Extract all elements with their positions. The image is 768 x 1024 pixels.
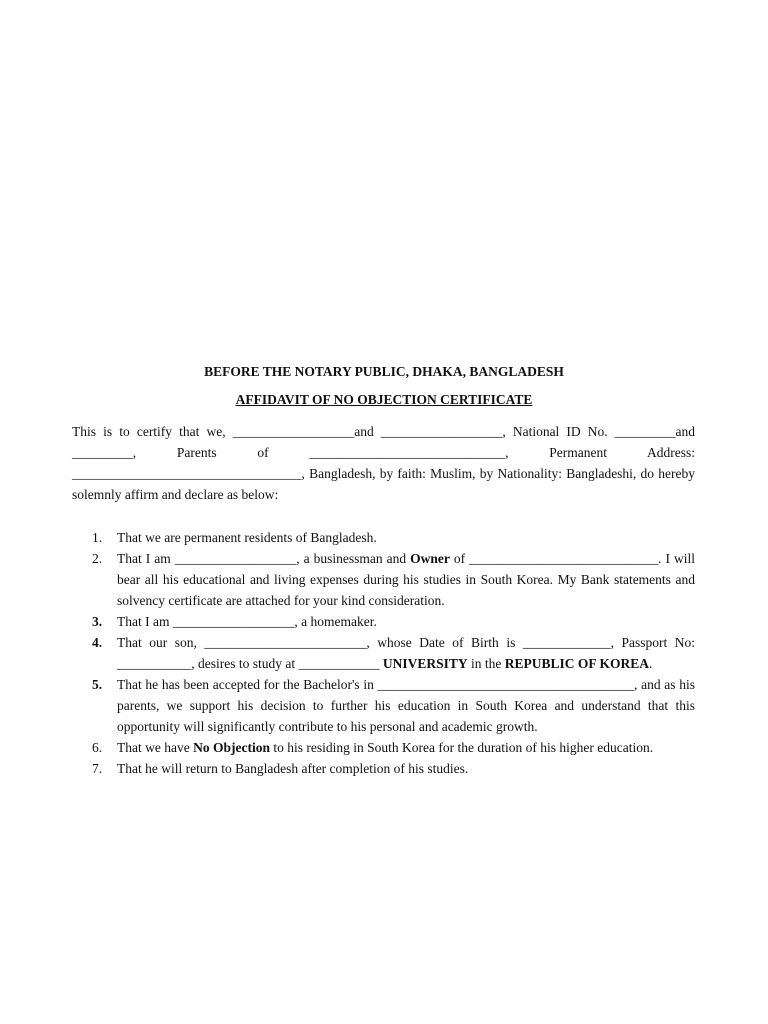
declaration-list [72, 527, 695, 779]
list-item [72, 758, 695, 779]
item-emphasis: REPUBLIC OF KOREA [504, 656, 650, 671]
item-number: 2. [92, 551, 103, 566]
item-text: in the [467, 656, 505, 671]
list-item [72, 611, 695, 632]
list-item [72, 737, 695, 758]
item-text: . [649, 656, 653, 671]
item-text: That he will return to Bangladesh after completion of his studies. [117, 761, 469, 776]
item-emphasis: UNIVERSITY [382, 656, 468, 671]
list-item [72, 548, 695, 611]
item-text: That I am __________________, a businessman and [117, 551, 411, 566]
item-text: That we are permanent residents of Bangladesh. [117, 530, 377, 545]
item-text: That our son, ________________________, whose Date of Birth is _____________, Passport No: ___________, desires to study at ____________ [117, 635, 695, 671]
notary-heading: BEFORE THE NOTARY PUBLIC, DHAKA, BANGLADESH [204, 364, 564, 379]
item-number: 6. [92, 740, 103, 755]
item-number: 1. [92, 530, 103, 545]
item-text: That we have [117, 740, 194, 755]
list-item [72, 527, 695, 548]
item-number: 5. [92, 677, 103, 692]
item-text: of ____________________________. I will bear all his educational and living expenses during his studies in South Korea. My Bank statements and solvency certificate are attached for your kind consideration. [117, 551, 695, 608]
list-item [72, 674, 695, 737]
list-item [72, 632, 695, 674]
item-emphasis: No Objection [193, 740, 270, 755]
item-text: That I am __________________, a homemaker. [117, 614, 377, 629]
item-number: 3. [92, 614, 103, 629]
affidavit-title: AFFIDAVIT OF NO OBJECTION CERTIFICATE [235, 392, 533, 407]
item-emphasis: Owner [410, 551, 450, 566]
item-number: 7. [92, 761, 103, 776]
item-text: That he has been accepted for the Bachelor's in ______________________________________, and as his parents, we support his decision to further his education in South Korea and understand that this opportunity will significantly contribute to his personal and academic growth. [117, 677, 695, 734]
item-text: to his residing in South Korea for the duration of his higher education. [269, 740, 654, 755]
intro-paragraph: This is to certify that we, __________________and __________________, National ID No. _________and _________, Parents of _____________________________, Permanent Address: __________________________________, Bangladesh, by faith: Muslim, by Nationality: Bangladeshi, do hereby solemnly affirm and declare as below: [72, 424, 695, 502]
item-number: 4. [92, 635, 103, 650]
